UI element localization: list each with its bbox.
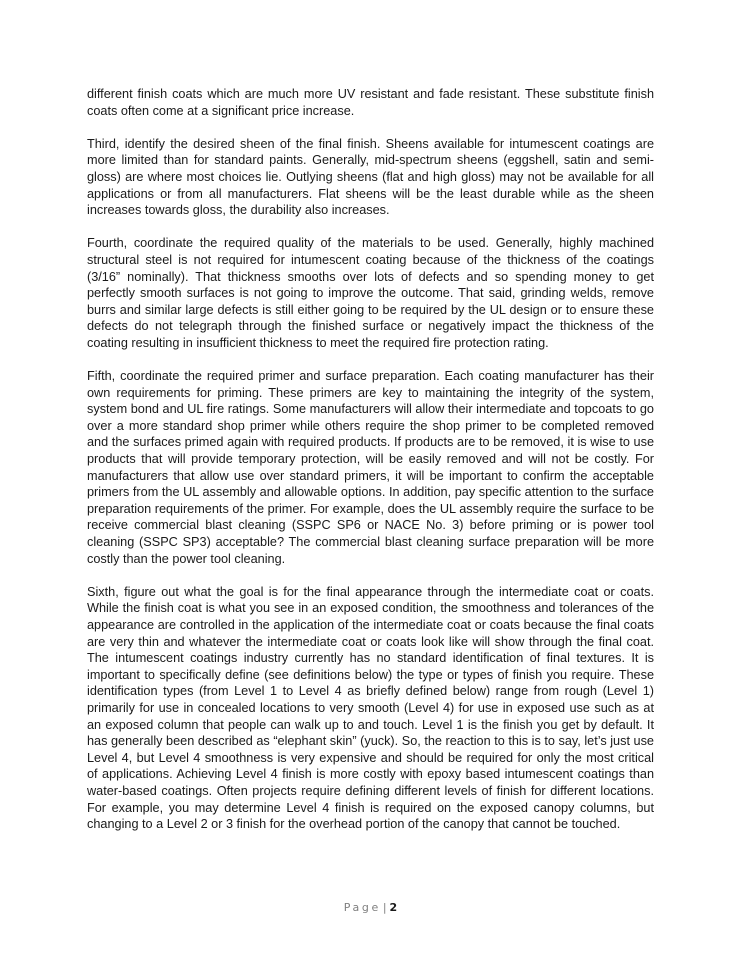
- body-text: [87, 86, 654, 849]
- paragraph-sheen: Third, identify the desired sheen of the final finish. Sheens available for intumescent coatings are more limited than for standard paints. Generally, mid-spectrum sheens (eggshell, satin and semi-gloss) are where most choices lie. Outlying sheens (flat and high gloss) may not be available for all applications or from all manufacturers. Flat sheens will be the least durable while as the sheen increases towards gloss, the durability also increases.: [87, 136, 654, 218]
- paragraph-primer: Fifth, coordinate the required primer and surface preparation. Each coating manufacturer has their own requirements for priming. These primers are key to maintaining the integrity of the system, system bond and UL fire ratings. Some manufacturers will allow their intermediate and topcoats to go over a more standard shop primer while others require the shop primer to be completed removed and the surfaces primed again with required products. If products are to be removed, it is wise to use products that will provide temporary protection, will be easily removed and will not be costly. For manufacturers that allow use over standard primers, it will be important to confirm the acceptable primers from the UL assembly and allowable options. In addition, pay specific attention to the surface preparation requirements of the primer. For example, does the UL assembly require the surface to be receive commercial blast cleaning (SSPC SP6 or NACE No. 3) before priming or is power tool cleaning (SSPC SP3) acceptable? The commercial blast cleaning surface preparation will be more costly than the power tool cleaning.: [87, 369, 654, 566]
- paragraph-material-quality: Fourth, coordinate the required quality of the materials to be used. Generally, highly machined structural steel is not required for intumescent coating because of the thickness of the coatings (3/16” nominally). That thickness smooths over lots of defects and so spending money to get perfectly smooth surfaces is not going to improve the outcome. That said, grinding welds, remove burrs and similar large defects is still either going to be required by the UL design or to ensure these defects do not telegraph through the finished surface or negatively impact the thickness of the coating resulting in insufficient thickness to meet the required fire protection rating.: [87, 236, 654, 350]
- paragraph-final-appearance: Sixth, figure out what the goal is for the final appearance through the intermediate coat or coats. While the finish coat is what you see in an exposed condition, the smoothness and tolerances of the appearance are controlled in the application of the intermediate coat or coats because the final coats are very thin and whatever the intermediate coat or coats look like will show through the final coat. The intumescent coatings industry currently has no standard identification of final textures. It is important to specifically define (see definitions below) the type or types of finish you require. These identification types (from Level 1 to Level 4 as briefly defined below) range from rough (Level 1) primarily for use in concealed locations to very smooth (Level 4) for use in exposed use such as at an exposed column that people can walk up to and touch. Level 1 is the finish you get by default. It has generally been described as “elephant skin” (yuck). So, the reaction to this is to say, let’s just use Level 4, but Level 4 smoothness is very expensive and should be required for only the most critical of applications. Achieving Level 4 finish is more costly with epoxy based intumescent coatings than water-based coatings. Often projects require defining different levels of finish for different locations. For example, you may determine Level 4 finish is required on the exposed canopy columns, but changing to a Level 2 or 3 finish for the overhead portion of the canopy that cannot be touched.: [87, 584, 654, 832]
- page-footer: [0, 900, 741, 916]
- page-label: Page: [343, 901, 381, 914]
- page-separator: |: [382, 901, 387, 914]
- page-number: 2: [389, 901, 398, 914]
- paragraph-finish-coats: different finish coats which are much more UV resistant and fade resistant. These substitute finish coats often come at a significant price increase.: [87, 87, 654, 118]
